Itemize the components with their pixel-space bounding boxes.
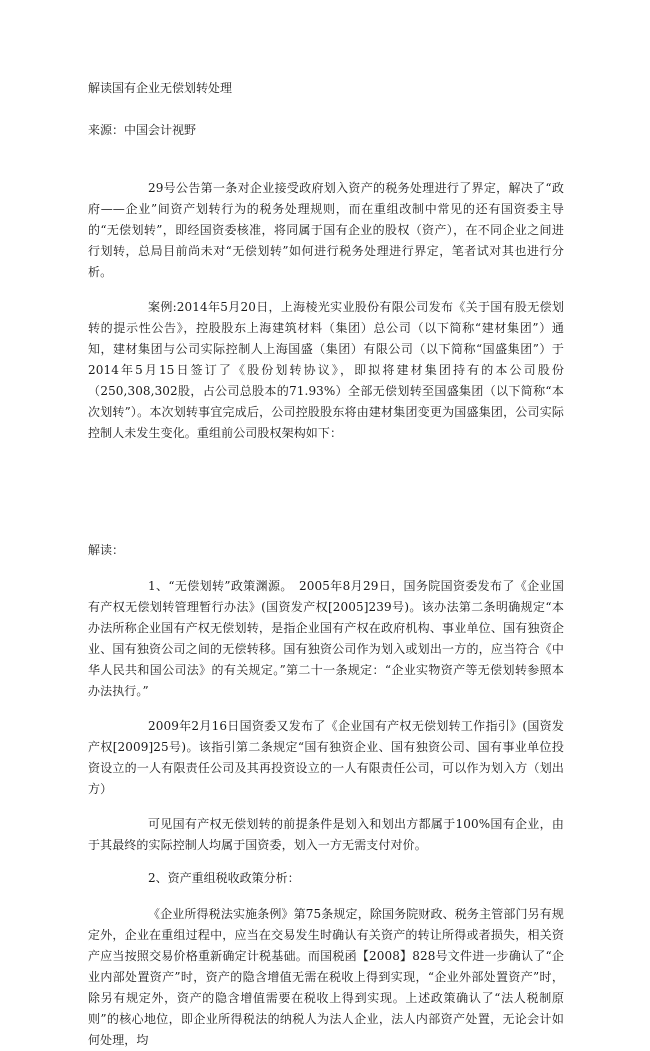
paragraph-guideline: 2009年2月16日国资委又发布了《企业国有产权无偿划转工作指引》(国资发产权[2009]25号)。该指引第二条规定“国有独资企业、国有独资公司、国有事业单位投资设立的一人有限责任公司及其再投资设立的一人有限责任公司，可以作为划入方（划出方） [88,719,564,796]
paragraph-policy-origin: 1、“无偿划转”政策渊源。 2005年8月29日，国务院国资委发布了《企业国有产权无偿划转管理暂行办法》(国资发产权[2005]239号)。该办法第二条明确规定“本办法所称企业国有产权无偿划转，是指企业国有产权在政府机构、事业单位、国有独资企业、国有独资公司之间的无偿转移。国有独资公司作为划入或划出一方的，应当符合《中华人民共和国公司法》的有关规定。”第二十一条规定：“企业实物资产等无偿划转参照本办法执行。” [88,579,564,698]
paragraph-tax-analysis: 《企业所得税法实施条例》第75条规定，除国务院财政、税务主管部门另有规定外，企业在重组过程中，应当在交易发生时确认有关资产的转让所得或者损失，相关资产应当按照交易价格重新确定计税基础。而国税函【2008】828号文件进一步确认了“企业内部处置资产”时，资产的隐含增值无需在税收上得到实现，“企业外部处置资产”时，除另有规定外，资产的隐含增值需要在税收上得到实现。上述政策确认了“法人税制原则”的核心地位，即企业所得税法的纳税人为法人企业，法人内部资产处置，无论会计如何处理，均 [88,907,564,1047]
section-heading-interpretation: 解读： [88,543,125,557]
document-title: 解读国有企业无偿划转处理 [88,81,233,95]
source-line: 来源：中国会计视野 [88,123,197,137]
paragraph-intro: 29号公告第一条对企业接受政府划入资产的税务处理进行了界定，解决了“政府——企业”间资产划转行为的税务处理规则，而在重组改制中常见的还有国资委主导的“无偿划转”，即经国资委核准，将同属于国有企业的股权（资产），在不同企业之间进行划转，总局目前尚未对“无偿划转”如何进行税务处理进行界定，笔者试对其也进行分析。 [88,181,564,279]
document-body [88,80,564,1051]
paragraph-case: 案例:2014年5月20日，上海棱光实业股份有限公司发布《关于国有股无偿划转的提示性公告》，控股股东上海建筑材料（集团）总公司（以下简称“建材集团”）通知，建材集团与公司实际控制人上海国盛（集团）有限公司（以下简称“国盛集团”）于2014年5月15日签订了《股份划转协议》，即拟将建材集团持有的本公司股份（250,308,302股，占公司总股本的71.93%）全部无偿划转至国盛集团（以下简称“本次划转”）。本次划转事宜完成后，公司控股股东将由建材集团变更为国盛集团，公司实际控制人未发生变化。重组前公司股权架构如下： [88,300,564,440]
paragraph-precondition: 可见国有产权无偿划转的前提条件是划入和划出方都属于100%国有企业，由于其最终的实际控制人均属于国资委，划入一方无需支付对价。 [88,817,564,852]
subheading-tax-policy: 2、资产重组税收政策分析： [148,871,300,885]
